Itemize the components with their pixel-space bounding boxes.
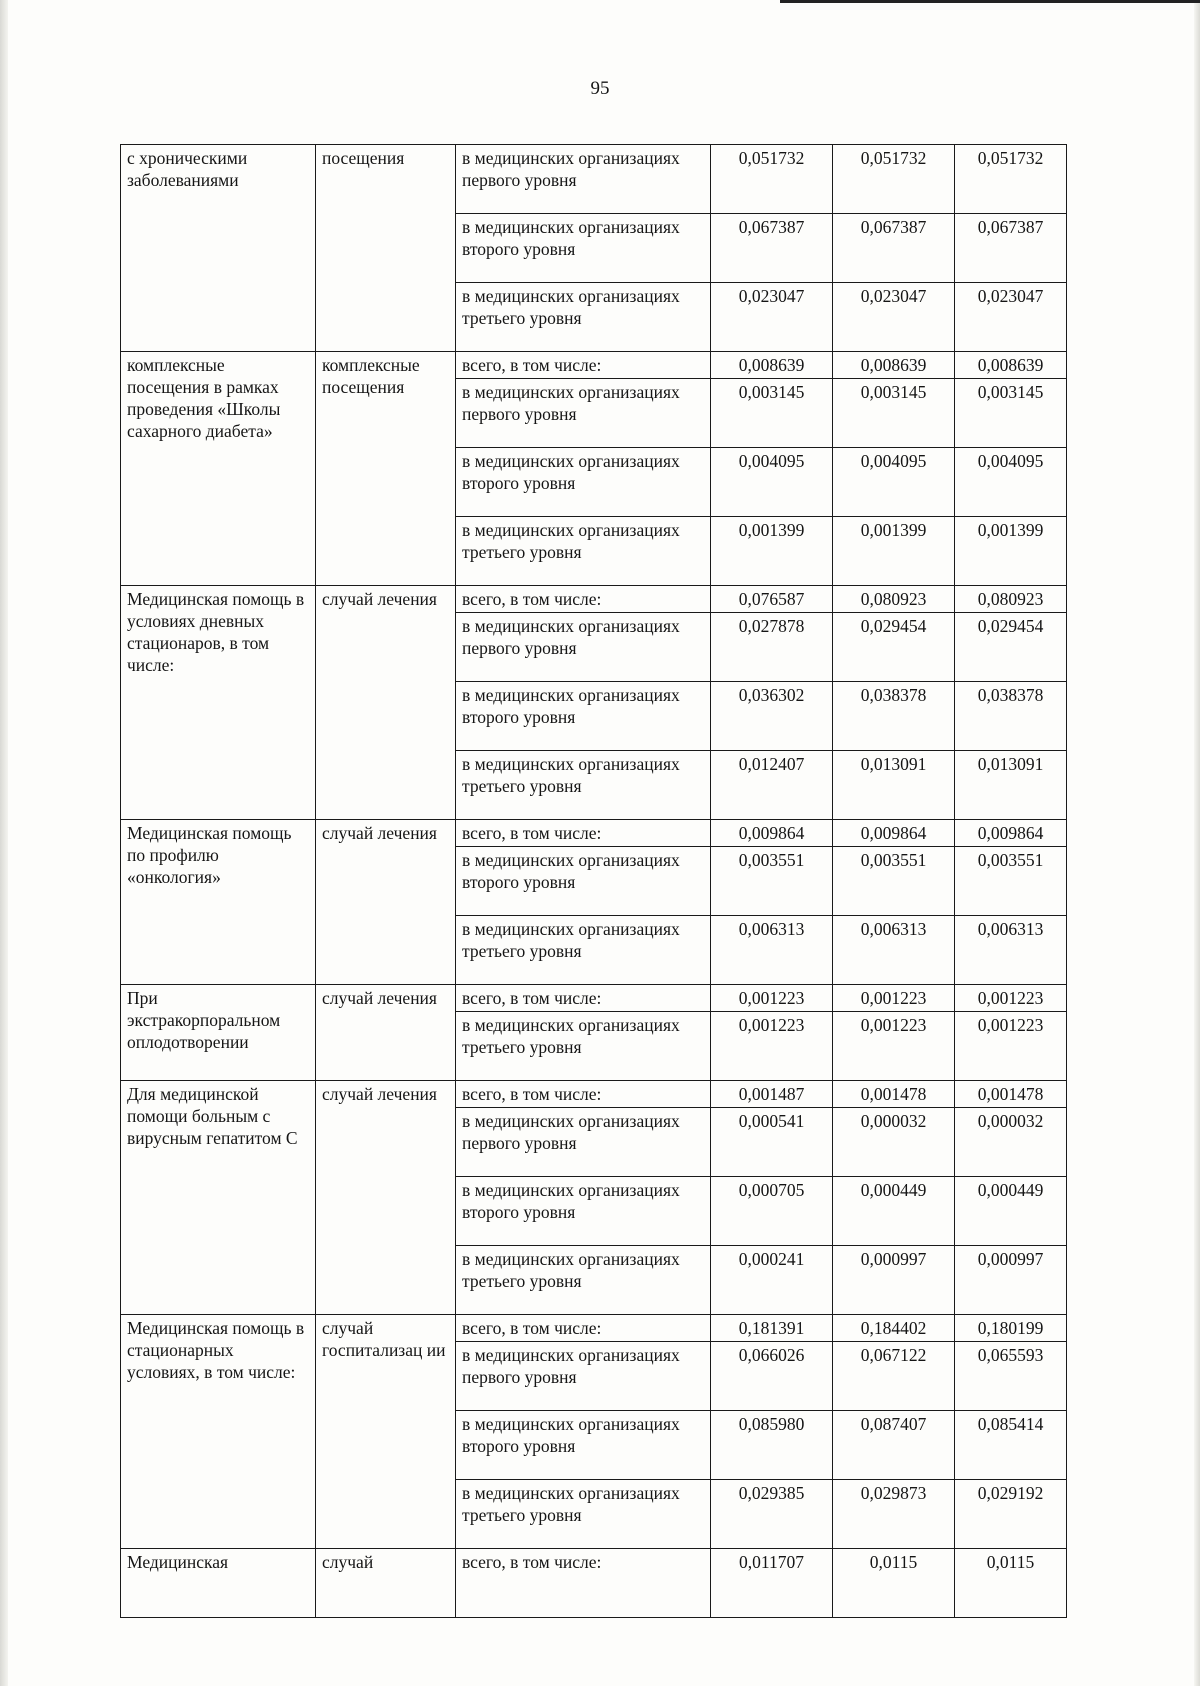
table-row bbox=[121, 586, 1067, 613]
subcategory-label: в медицинских организациях первого уровня bbox=[456, 379, 711, 448]
value-cell-1: 0,000241 bbox=[711, 1246, 833, 1315]
value-cell-2: 0,184402 bbox=[833, 1315, 955, 1342]
value-cell-3: 0,000997 bbox=[955, 1246, 1067, 1315]
value-cell-2: 0,000997 bbox=[833, 1246, 955, 1315]
scan-edge-right bbox=[1194, 0, 1200, 1686]
top-rule bbox=[780, 0, 1200, 3]
subcategory-label: в медицинских организациях третьего уровня bbox=[456, 283, 711, 352]
value-cell-1: 0,000705 bbox=[711, 1177, 833, 1246]
subcategory-label: всего, в том числе: bbox=[456, 1549, 711, 1618]
value-cell-2: 0,000449 bbox=[833, 1177, 955, 1246]
value-cell-3: 0,001223 bbox=[955, 1012, 1067, 1081]
value-cell-2: 0,029873 bbox=[833, 1480, 955, 1549]
subcategory-label: в медицинских организациях первого уровня bbox=[456, 1108, 711, 1177]
subcategory-label: всего, в том числе: bbox=[456, 985, 711, 1012]
value-cell-3: 0,006313 bbox=[955, 916, 1067, 985]
value-cell-1: 0,001223 bbox=[711, 1012, 833, 1081]
value-cell-3: 0,001223 bbox=[955, 985, 1067, 1012]
unit-of-measure: случай bbox=[316, 1549, 456, 1618]
value-cell-2: 0,087407 bbox=[833, 1411, 955, 1480]
category-name: Для медицинской помощи больным с вирусным гепатитом С bbox=[121, 1081, 316, 1315]
value-cell-1: 0,003145 bbox=[711, 379, 833, 448]
category-name: При экстракорпоральном оплодотворении bbox=[121, 985, 316, 1081]
value-cell-1: 0,004095 bbox=[711, 448, 833, 517]
value-cell-1: 0,008639 bbox=[711, 352, 833, 379]
category-name: Медицинская помощь по профилю «онкология» bbox=[121, 820, 316, 985]
table-row bbox=[121, 1315, 1067, 1342]
subcategory-label: всего, в том числе: bbox=[456, 820, 711, 847]
subcategory-label: всего, в том числе: bbox=[456, 586, 711, 613]
value-cell-1: 0,001223 bbox=[711, 985, 833, 1012]
value-cell-1: 0,001399 bbox=[711, 517, 833, 586]
value-cell-1: 0,085980 bbox=[711, 1411, 833, 1480]
value-cell-2: 0,038378 bbox=[833, 682, 955, 751]
subcategory-label: в медицинских организациях первого уровня bbox=[456, 1342, 711, 1411]
value-cell-2: 0,001399 bbox=[833, 517, 955, 586]
value-cell-1: 0,051732 bbox=[711, 145, 833, 214]
unit-of-measure: комплексные посещения bbox=[316, 352, 456, 586]
table-row bbox=[121, 820, 1067, 847]
value-cell-1: 0,000541 bbox=[711, 1108, 833, 1177]
value-cell-2: 0,006313 bbox=[833, 916, 955, 985]
value-cell-3: 0,001478 bbox=[955, 1081, 1067, 1108]
value-cell-2: 0,001223 bbox=[833, 985, 955, 1012]
value-cell-1: 0,009864 bbox=[711, 820, 833, 847]
scan-edge-left bbox=[0, 0, 8, 1686]
value-cell-3: 0,000032 bbox=[955, 1108, 1067, 1177]
value-cell-2: 0,051732 bbox=[833, 145, 955, 214]
value-cell-2: 0,009864 bbox=[833, 820, 955, 847]
value-cell-3: 0,067387 bbox=[955, 214, 1067, 283]
value-cell-2: 0,003551 bbox=[833, 847, 955, 916]
unit-of-measure: случай лечения bbox=[316, 586, 456, 820]
value-cell-3: 0,0115 bbox=[955, 1549, 1067, 1618]
subcategory-label: в медицинских организациях третьего уровня bbox=[456, 1246, 711, 1315]
subcategory-label: в медицинских организациях третьего уровня bbox=[456, 916, 711, 985]
table-row bbox=[121, 145, 1067, 214]
value-cell-3: 0,085414 bbox=[955, 1411, 1067, 1480]
value-cell-2: 0,008639 bbox=[833, 352, 955, 379]
value-cell-2: 0,003145 bbox=[833, 379, 955, 448]
value-cell-1: 0,012407 bbox=[711, 751, 833, 820]
value-cell-1: 0,067387 bbox=[711, 214, 833, 283]
value-cell-3: 0,051732 bbox=[955, 145, 1067, 214]
category-name: Медицинская помощь в стационарных условиях, в том числе: bbox=[121, 1315, 316, 1549]
value-cell-3: 0,003551 bbox=[955, 847, 1067, 916]
value-cell-3: 0,008639 bbox=[955, 352, 1067, 379]
subcategory-label: всего, в том числе: bbox=[456, 1315, 711, 1342]
subcategory-label: в медицинских организациях третьего уровня bbox=[456, 1012, 711, 1081]
value-cell-1: 0,029385 bbox=[711, 1480, 833, 1549]
table-row bbox=[121, 985, 1067, 1012]
table-row bbox=[121, 352, 1067, 379]
value-cell-1: 0,181391 bbox=[711, 1315, 833, 1342]
unit-of-measure: посещения bbox=[316, 145, 456, 352]
unit-of-measure: случай госпитализац ии bbox=[316, 1315, 456, 1549]
table-row bbox=[121, 1081, 1067, 1108]
category-name: комплексные посещения в рамках проведения «Школы сахарного диабета» bbox=[121, 352, 316, 586]
value-cell-3: 0,023047 bbox=[955, 283, 1067, 352]
category-name: Медицинская помощь в условиях дневных стационаров, в том числе: bbox=[121, 586, 316, 820]
value-cell-3: 0,004095 bbox=[955, 448, 1067, 517]
value-cell-2: 0,001223 bbox=[833, 1012, 955, 1081]
subcategory-label: в медицинских организациях третьего уровня bbox=[456, 1480, 711, 1549]
value-cell-3: 0,000449 bbox=[955, 1177, 1067, 1246]
subcategory-label: в медицинских организациях второго уровня bbox=[456, 847, 711, 916]
value-cell-2: 0,013091 bbox=[833, 751, 955, 820]
value-cell-1: 0,066026 bbox=[711, 1342, 833, 1411]
value-cell-3: 0,013091 bbox=[955, 751, 1067, 820]
unit-of-measure: случай лечения bbox=[316, 1081, 456, 1315]
subcategory-label: в медицинских организациях первого уровня bbox=[456, 145, 711, 214]
subcategory-label: в медицинских организациях первого уровня bbox=[456, 613, 711, 682]
value-cell-2: 0,067122 bbox=[833, 1342, 955, 1411]
subcategory-label: в медицинских организациях третьего уровня bbox=[456, 517, 711, 586]
unit-of-measure: случай лечения bbox=[316, 985, 456, 1081]
subcategory-label: в медицинских организациях второго уровня bbox=[456, 682, 711, 751]
value-cell-2: 0,023047 bbox=[833, 283, 955, 352]
value-cell-3: 0,029454 bbox=[955, 613, 1067, 682]
subcategory-label: в медицинских организациях второго уровня bbox=[456, 214, 711, 283]
value-cell-1: 0,036302 bbox=[711, 682, 833, 751]
value-cell-3: 0,065593 bbox=[955, 1342, 1067, 1411]
value-cell-2: 0,0115 bbox=[833, 1549, 955, 1618]
value-cell-3: 0,080923 bbox=[955, 586, 1067, 613]
value-cell-2: 0,067387 bbox=[833, 214, 955, 283]
unit-of-measure: случай лечения bbox=[316, 820, 456, 985]
table-row bbox=[121, 1549, 1067, 1618]
value-cell-1: 0,006313 bbox=[711, 916, 833, 985]
value-cell-3: 0,038378 bbox=[955, 682, 1067, 751]
value-cell-3: 0,001399 bbox=[955, 517, 1067, 586]
value-cell-3: 0,009864 bbox=[955, 820, 1067, 847]
value-cell-2: 0,001478 bbox=[833, 1081, 955, 1108]
value-cell-1: 0,076587 bbox=[711, 586, 833, 613]
value-cell-2: 0,004095 bbox=[833, 448, 955, 517]
value-cell-3: 0,003145 bbox=[955, 379, 1067, 448]
value-cell-3: 0,029192 bbox=[955, 1480, 1067, 1549]
subcategory-label: всего, в том числе: bbox=[456, 352, 711, 379]
value-cell-2: 0,029454 bbox=[833, 613, 955, 682]
subcategory-label: в медицинских организациях второго уровня bbox=[456, 448, 711, 517]
value-cell-2: 0,000032 bbox=[833, 1108, 955, 1177]
subcategory-label: всего, в том числе: bbox=[456, 1081, 711, 1108]
page-number: 95 bbox=[590, 78, 610, 99]
value-cell-1: 0,011707 bbox=[711, 1549, 833, 1618]
category-name: с хроническими заболеваниями bbox=[121, 145, 316, 352]
volume-standards-table bbox=[120, 144, 1067, 1618]
value-cell-1: 0,003551 bbox=[711, 847, 833, 916]
value-cell-1: 0,001487 bbox=[711, 1081, 833, 1108]
value-cell-3: 0,180199 bbox=[955, 1315, 1067, 1342]
value-cell-1: 0,027878 bbox=[711, 613, 833, 682]
value-cell-1: 0,023047 bbox=[711, 283, 833, 352]
table-body bbox=[121, 145, 1067, 1618]
subcategory-label: в медицинских организациях третьего уровня bbox=[456, 751, 711, 820]
subcategory-label: в медицинских организациях второго уровня bbox=[456, 1177, 711, 1246]
subcategory-label: в медицинских организациях второго уровня bbox=[456, 1411, 711, 1480]
category-name: Медицинская bbox=[121, 1549, 316, 1618]
value-cell-2: 0,080923 bbox=[833, 586, 955, 613]
